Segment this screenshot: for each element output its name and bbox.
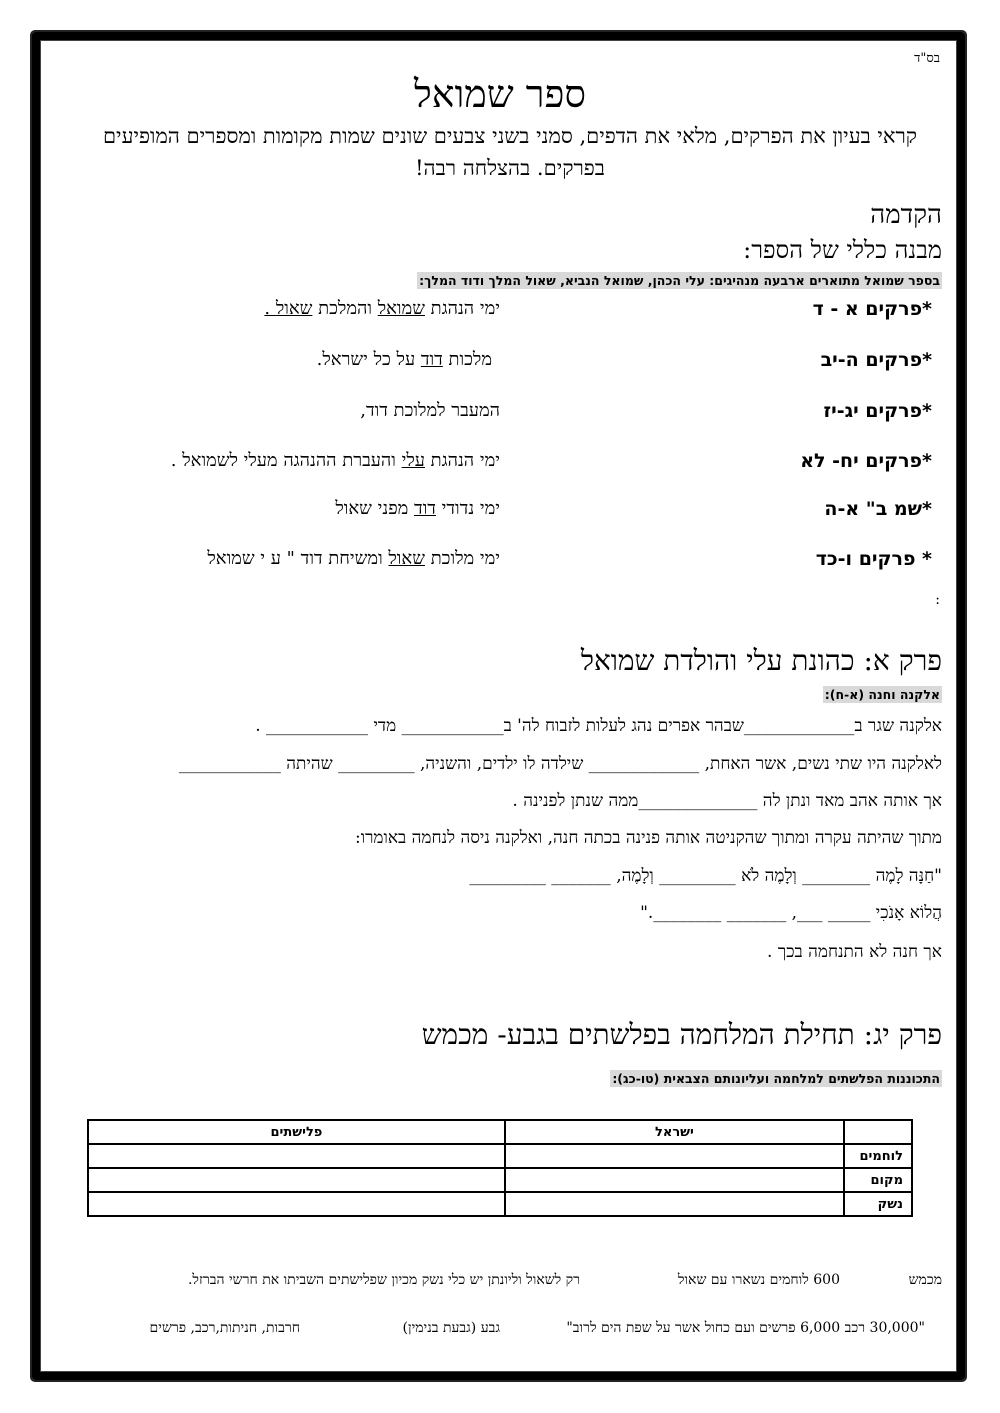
bsd-mark: בס"ד [914,51,940,66]
chapter-desc: ימי נדודי דוד מפני שאול [335,498,500,519]
structure-heading: מבנה כללי של הספר: [743,236,942,264]
answer-cell[interactable] [505,1168,844,1192]
answer-text: רק לשאול וליונתן יש כלי נשק מכיון שפלישתים השביתו את חרשי הברזל. [187,1272,580,1288]
instructions: קראי בעיון את הפרקים, מלאי את הדפים, סמני בשני צבעים שונים שמות מקומות ומספרים המופיעים בפרקים. בהצלחה רבה! [102,124,918,180]
answer-cell[interactable] [88,1168,505,1192]
answer-cell[interactable] [505,1144,844,1168]
chapter-desc: ימי מלוכת שאול ומשיחת דוד " ע י שמואל [207,548,500,569]
page-title: ספר שמואל [413,72,586,116]
intro-heading: הקדמה [870,200,942,230]
chapter-desc: מלכות דוד על כל ישראל. [316,349,492,370]
chapter-label: *שמ ב" א-ה [824,498,932,520]
column-header-israel: ישראל [505,1120,844,1144]
stray-colon: : [935,592,940,608]
fill-line: לאלקנה היו שתי נשים, אשר האחת, _____________ שילדה לו ילדים, והשניה, _________ שהיתה ____________ [178,754,942,774]
row-header: נשק [844,1192,912,1216]
perek-a-heading: פרק א: כהונת עלי והולדת שמואל [580,644,942,677]
table-row [88,1168,912,1192]
fill-line: אלקנה שגר ב_____________שבהר אפרים נהג לעלות לזבוח לה' ב____________ מדי ____________ . [255,716,942,736]
answer-cell[interactable] [88,1192,505,1216]
answer-text: "30,000 רכב 6,000 פרשים ועם כחול אשר על שפת הים לרוב" [566,1320,925,1336]
chapter-label: *פרקים יח- לא [800,450,932,472]
fill-line: אך אותה אהב מאד ונתן לה ______________ממה שנתן לפנינה . [512,791,942,811]
perek-a-note: אלקנה וחנה (א-ח): [824,687,940,702]
answer-cell[interactable] [88,1144,505,1168]
chapter-desc: המעבר למלוכת דוד, [360,400,500,421]
table-header-row [88,1120,912,1144]
answer-text: גבע (גבעת בנימין) [402,1320,500,1336]
answer-cell[interactable] [505,1192,844,1216]
table-corner-cell [844,1120,912,1144]
chapter-label: *פרקים ה-יב [820,349,932,371]
fill-line: "חַנָּה לָמֶה ________ וְלָמֶה לֹא _________ וְלָמֶה, _______ _________ [469,866,942,886]
answer-text: מכמש [908,1272,942,1288]
chapter-desc: ימי הנהגת שמואל והמלכת שאול . [264,298,500,319]
chapter-label: *פרקים א - ד [812,298,932,320]
fill-line: אך חנה לא התנחמה בכך . [767,942,942,962]
fill-line: הֲלוֹא אָנֹכִי _____ ___, _______ ________." [640,903,942,923]
column-header-philistines: פלישתים [88,1120,505,1144]
table-row [88,1192,912,1216]
row-header: מקום [844,1168,912,1192]
answer-text: 600 לוחמים נשארו עם שאול [677,1272,840,1288]
chapter-desc: ימי הנהגת עלי והעברת ההנהגה מעלי לשמואל . [170,450,500,471]
table-row [88,1144,912,1168]
chapter-label: * פרקים ו-כד [815,548,932,570]
structure-note: בספר שמואל מתוארים ארבעה מנהיגים: עלי הכהן, שמואל הנביא, שאול המלך ודוד המלך: [419,273,940,288]
fill-line: מתוך שהיתה עקרה ומתוך שהקניטה אותה פנינה בכתה חנה, ואלקנה ניסה לנחמה באומרו: [355,828,942,848]
chapter-label: *פרקים יג-יז [823,400,932,422]
row-header: לוחמים [844,1144,912,1168]
comparison-table [87,1119,913,1217]
perek-g-heading: פרק יג: תחילת המלחמה בפלשתים בגבע- מכמש [421,1018,942,1051]
perek-g-note: התכוננות הפלשתים למלחמה ועליונותם הצבאית (טו-כג): [612,1071,940,1086]
answer-text: חרבות, חניתות,רכב, פרשים [149,1320,300,1336]
